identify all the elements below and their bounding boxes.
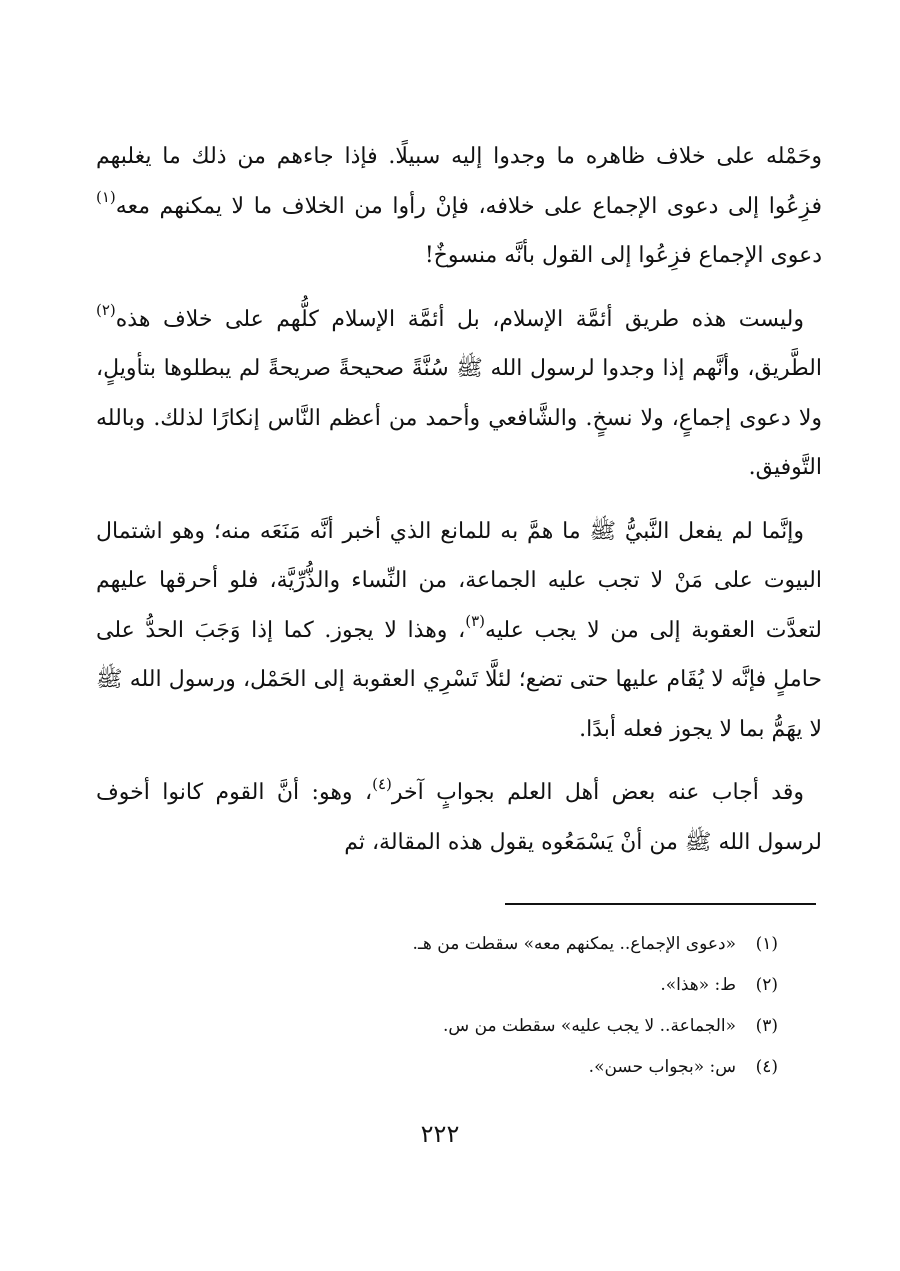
footnote-1 xyxy=(118,924,778,965)
footnote-4 xyxy=(118,1047,778,1088)
main-text xyxy=(96,132,822,881)
footnote-text: «دعوى الإجماع.. يمكنهم معه» سقطت من هـ. xyxy=(412,934,736,954)
footnote-number: (٤) xyxy=(755,1057,778,1077)
footnote-number: (٢) xyxy=(755,975,778,995)
footnote-separator xyxy=(505,903,816,905)
paragraph-text: وليست هذه طريق أئمَّة الإسلام، بل أئمَّة الإسلام كلُّهم على خلاف هذه xyxy=(115,306,804,332)
footnote-ref-4: (٤) xyxy=(372,774,392,793)
paragraph-text: دعوى الإجماع فزِعُوا إلى القول بأنَّه منسوخٌ! xyxy=(424,243,822,268)
paragraph-4 xyxy=(96,768,822,867)
paragraph-1 xyxy=(96,132,822,281)
footnote-text: س: «بجواب حسن». xyxy=(588,1057,736,1077)
paragraph-3 xyxy=(96,507,822,755)
footnote-text: ط: «هذا». xyxy=(660,975,736,995)
paragraph-text: ، وهذا لا يجوز. كما إذا وَجَبَ الحدُّ على حاملٍ فإنَّه لا يُقَام عليها حتى تضع؛ لئلَّا تَسْرِي العقوبة إلى الحَمْل، ورسول الله ﷺ لا يهَمُّ بما لا يجوز فعله أبدًا. xyxy=(96,617,822,742)
footnote-3 xyxy=(118,1006,778,1047)
footnote-ref-1: (١) xyxy=(96,188,116,207)
footnote-text: «الجماعة.. لا يجب عليه» سقطت من س. xyxy=(443,1016,736,1036)
footnotes xyxy=(118,924,778,1088)
paragraph-2 xyxy=(96,295,822,493)
footnote-ref-3: (٣) xyxy=(465,612,485,631)
footnote-number: (١) xyxy=(755,934,778,954)
paragraph-text: الطَّريق، وأنَّهم إذا وجدوا لرسول الله ﷺ سُنَّةً صحيحةً صريحةً لم يبطلوها بتأويلٍ، ولا دعوى إجماعٍ، ولا نسخٍ. والشَّافعي وأحمد من أعظم النَّاس إنكارًا لذلك. وبالله التَّوفيق. xyxy=(96,356,822,480)
footnote-ref-2: (٢) xyxy=(96,301,116,320)
page-number: ٢٢٢ xyxy=(420,1120,460,1148)
paragraph-text: وقد أجاب عنه بعض أهل العلم بجوابٍ آخر xyxy=(391,780,804,805)
paragraph-text: ، وهو: أنَّ القوم كانوا أخوف لرسول الله ﷺ من أنْ يَسْمَعُوه يقول هذه المقالة، ثم xyxy=(96,780,822,855)
paragraph-text: وحَمْله على خلاف ظاهره ما وجدوا إليه سبيلًا. فإذا جاءهم من ذلك ما يغلبهم فزِعُوا إلى دعوى الإجماع على خلافه، فإنْ رأوا من الخلاف ما لا يمكنهم معه xyxy=(96,144,822,219)
footnote-2 xyxy=(118,965,778,1006)
paragraph-text: وإنَّما لم يفعل النَّبيُّ ﷺ ما همَّ به للمانع الذي أخبر أنَّه مَنَعَه منه؛ وهو اشتمال البيوت على مَنْ لا تجب عليه الجماعة، من النِّساء والذُّرِّيَّة، فلو أحرقها عليهم لتعدَّت العقوبة إلى من لا يجب عليه xyxy=(96,518,823,643)
footnote-number: (٣) xyxy=(755,1016,778,1036)
